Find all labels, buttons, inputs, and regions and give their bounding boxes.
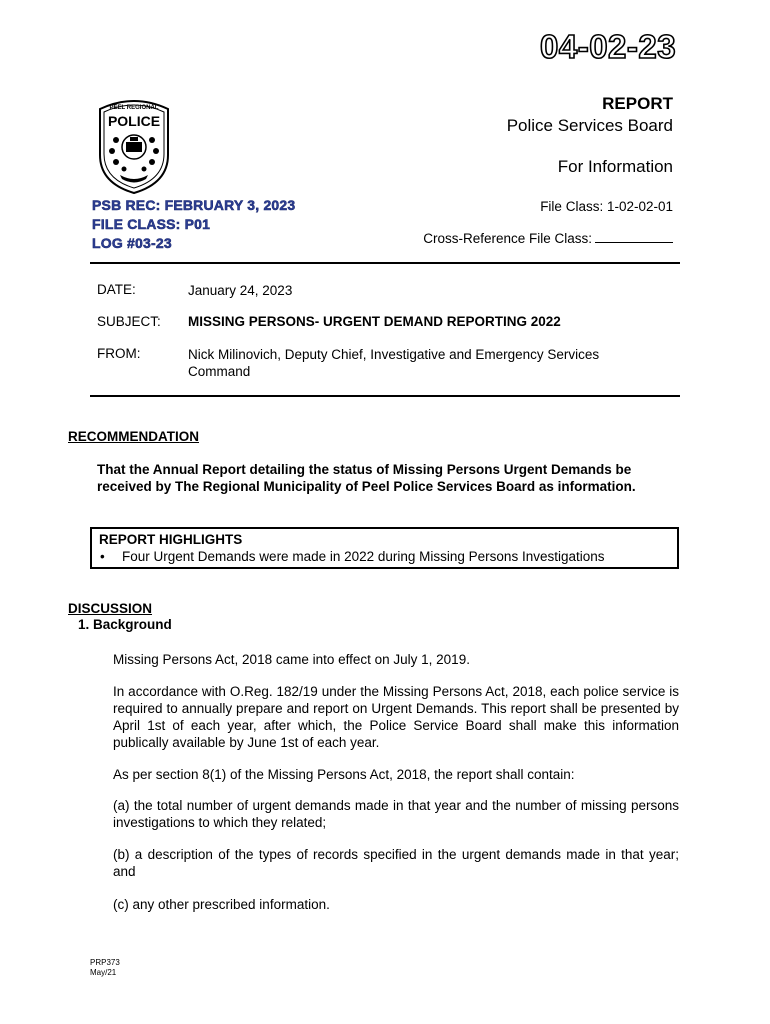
paragraph-item-c: (c) any other prescribed information. bbox=[113, 897, 330, 912]
meta-divider bbox=[90, 395, 680, 397]
from-label: FROM: bbox=[97, 346, 141, 361]
date-value: January 24, 2023 bbox=[188, 283, 293, 298]
from-value: Nick Milinovich, Deputy Chief, Investigative and Emergency Services Command bbox=[188, 347, 600, 379]
paragraph-regulation: In accordance with O.Reg. 182/19 under the Missing Persons Act, 2018, each police service is required to annually prepare and report on Urgent Demands. This report shall be presented by April 1st of each year, after which, the Police Service Board shall make this information publically available by June 1st of each year. bbox=[113, 684, 679, 750]
form-code: PRP373 bbox=[90, 958, 120, 967]
paragraph-item-a: (a) the total number of urgent demands made in that year and the number of missing persons investigations to which they related; bbox=[113, 798, 679, 830]
cross-reference-file-class bbox=[423, 230, 673, 246]
cross-reference-blank bbox=[595, 230, 673, 243]
recommendation-heading: RECOMMENDATION bbox=[68, 429, 199, 444]
svg-text:POLICE: POLICE bbox=[107, 113, 161, 129]
header-divider bbox=[90, 262, 680, 264]
paragraph-act-effective: Missing Persons Act, 2018 came into effect on July 1, 2019. bbox=[113, 652, 470, 667]
form-footer bbox=[90, 958, 120, 978]
discussion-heading: DISCUSSION bbox=[68, 601, 153, 616]
paragraph-item-b: (b) a description of the types of records specified in the urgent demands made in that year; and bbox=[113, 847, 679, 879]
highlight-text: Four Urgent Demands were made in 2022 during Missing Persons Investigations bbox=[122, 549, 605, 564]
psb-file-class: FILE CLASS: P01 bbox=[92, 216, 211, 232]
report-highlights-box bbox=[90, 527, 679, 569]
subject-label: SUBJECT: bbox=[97, 314, 161, 329]
background-subheading: 1. Background bbox=[78, 617, 172, 632]
paragraph-section-8: As per section 8(1) of the Missing Persons Act, 2018, the report shall contain: bbox=[113, 767, 575, 782]
recommendation-text: That the Annual Report detailing the status of Missing Persons Urgent Demands be received by The Regional Municipality of Peel Police Services Board as information. bbox=[97, 462, 636, 494]
bullet-icon: • bbox=[100, 549, 105, 564]
report-title: REPORT bbox=[602, 94, 673, 113]
psb-rec-date: PSB REC: FEBRUARY 3, 2023 bbox=[92, 197, 296, 213]
file-class: File Class: 1-02-02-01 bbox=[540, 199, 673, 214]
cross-reference-label: Cross-Reference File Class: bbox=[423, 231, 592, 246]
police-crest-logo bbox=[92, 95, 176, 195]
highlights-title: REPORT HIGHLIGHTS bbox=[99, 532, 243, 547]
subject-value: MISSING PERSONS- URGENT DEMAND REPORTING 2022 bbox=[188, 314, 561, 329]
svg-text:PEEL REGIONAL: PEEL REGIONAL bbox=[109, 105, 159, 111]
highlight-item bbox=[100, 549, 605, 564]
date-label: DATE: bbox=[97, 282, 136, 297]
board-name: Police Services Board bbox=[506, 116, 673, 135]
psb-log-number: LOG #03-23 bbox=[92, 235, 172, 251]
form-date: May/21 bbox=[90, 968, 117, 977]
report-purpose: For Information bbox=[557, 157, 673, 176]
date-stamp: 04-02-23 bbox=[540, 28, 677, 65]
